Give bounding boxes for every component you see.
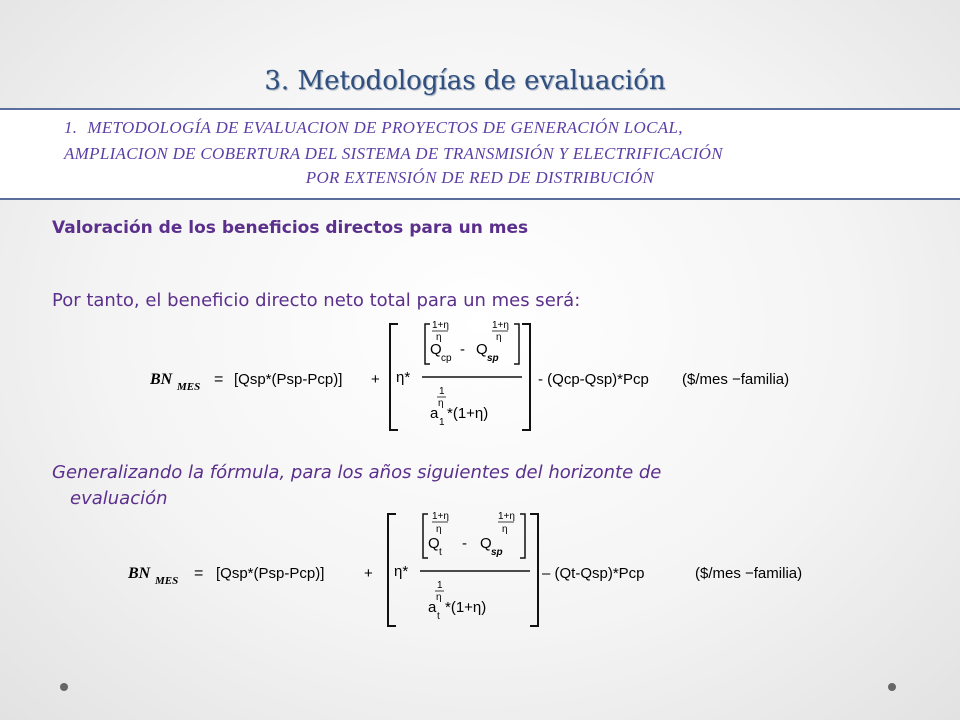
f1-den-rest: *(1+η) (447, 405, 489, 422)
f1-a: a (430, 405, 439, 422)
f2-a-sub: t (437, 611, 440, 622)
f2-den-rest: *(1+η) (445, 599, 487, 616)
banner-text-1: METODOLOGÍA DE EVALUACION DE PROYECTOS DE GENERACIÓN LOCAL, (87, 118, 683, 137)
f1-den-exp-num: 1 (439, 386, 445, 397)
f1-plus: + (371, 371, 380, 388)
f2-eq: = (194, 565, 204, 582)
f2-exp-1: 1+η (432, 511, 449, 522)
banner-line-3: POR EXTENSIÓN DE RED DE DISTRIBUCIÓN (305, 168, 655, 187)
formula-monthly-benefit (150, 318, 820, 436)
f2-q-sp-sub: sp (491, 547, 503, 558)
slide-title: 3. Metodologías de evaluación (264, 66, 666, 96)
f2-right-bracket (530, 514, 538, 626)
f1-eq: = (214, 371, 224, 388)
f2-exp-2-den: η (502, 524, 508, 535)
f1-exp-1-den: η (436, 332, 442, 343)
f1-lhs-sub: MES (177, 381, 201, 393)
f1-q-sp-sub: sp (487, 353, 499, 364)
formula-generalized-benefit (128, 508, 838, 633)
f1-lhs: BN (150, 371, 173, 388)
decorative-dot-left (60, 683, 68, 691)
f1-exp-2-den: η (496, 332, 502, 343)
f1-minus: - (460, 341, 465, 358)
paragraph-generalization (52, 460, 852, 512)
f2-q-sp: Q (480, 535, 492, 552)
f2-a: a (428, 599, 437, 616)
f1-q-cp-sub: cp (441, 353, 452, 364)
f1-exp-1: 1+η (432, 320, 449, 331)
f1-a-sub: 1 (439, 417, 445, 428)
f2-lhs-sub: MES (155, 575, 179, 587)
paragraph-generalization-line-2: evaluación (70, 488, 168, 509)
formula-2-svg (128, 508, 838, 633)
f1-q-cp: Q (430, 341, 442, 358)
f2-q-t-sub: t (439, 547, 442, 558)
f2-units: ($/mes −familia) (695, 565, 803, 582)
banner-line-1 (64, 118, 683, 138)
f1-tail: - (Qcp-Qsp)*Pcp (538, 371, 649, 388)
section-subheading: Valoración de los beneficios directos para un mes (52, 218, 529, 238)
f2-q-t: Q (428, 535, 440, 552)
f2-den-exp-den: η (436, 592, 442, 603)
f2-lhs: BN (128, 565, 151, 582)
banner-number: 1. (64, 118, 78, 137)
f1-term1: [Qsp*(Psp-Pcp)] (234, 371, 343, 388)
f1-units: ($/mes −familia) (682, 371, 790, 388)
f1-q-sp: Q (476, 341, 488, 358)
f2-plus: + (364, 565, 373, 582)
paragraph-generalization-line-1: Generalizando la fórmula, para los años siguientes del horizonte de (52, 462, 662, 483)
f2-den-exp-num: 1 (437, 580, 443, 591)
decorative-dot-right (888, 683, 896, 691)
f1-num-right-bracket (514, 324, 519, 364)
f1-den-exp-den: η (438, 398, 444, 409)
f2-tail: – (Qt-Qsp)*Pcp (542, 565, 645, 582)
formula-1-svg (150, 318, 820, 436)
f1-eta-star: η* (396, 369, 411, 386)
banner-line-2: AMPLIACION DE COBERTURA DEL SISTEMA DE TRANSMISIÓN Y ELECTRIFICACIÓN (64, 144, 723, 163)
paragraph-monthly-benefit: Por tanto, el beneficio directo neto total para un mes será: (52, 290, 581, 311)
f2-eta-star: η* (394, 563, 409, 580)
f2-exp-2: 1+η (498, 511, 515, 522)
f2-minus: - (462, 535, 467, 552)
f2-term1: [Qsp*(Psp-Pcp)] (216, 565, 325, 582)
methodology-banner (0, 108, 960, 200)
f2-exp-1-den: η (436, 524, 442, 535)
f2-num-right-bracket (520, 514, 525, 558)
f1-right-bracket (522, 324, 530, 430)
f1-exp-2: 1+η (492, 320, 509, 331)
